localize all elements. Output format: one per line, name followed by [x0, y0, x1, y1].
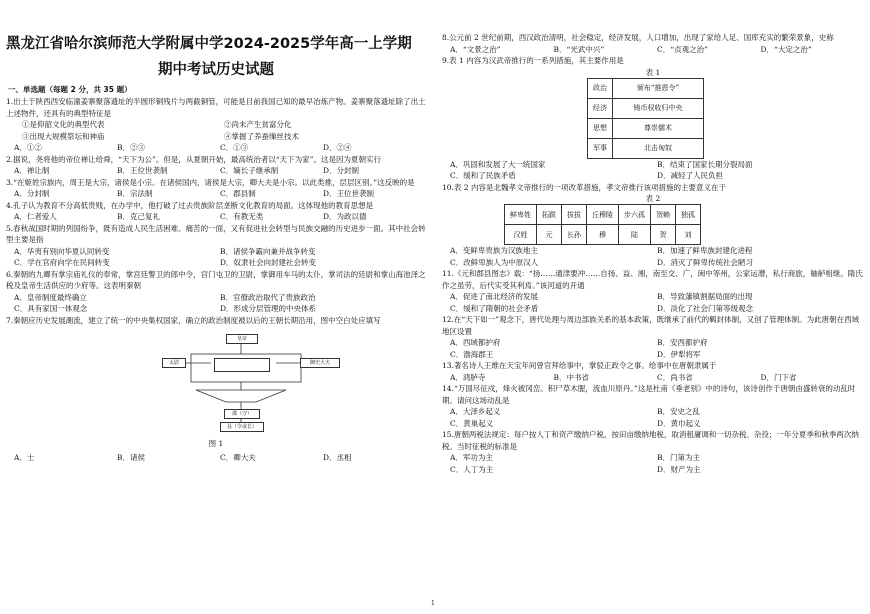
option-c: C．有教无类 [220, 212, 264, 221]
left-column [6, 0, 426, 464]
question-13-stem: 13.著名诗人王维在天宝年间曾官拜给事中，掌驳正政令之事。给事中在唐朝隶属于 [442, 361, 717, 370]
option-d: D．淡化了社会门第等级观念 [657, 303, 754, 313]
option-a: A．士 [14, 453, 35, 462]
option-a: A．“文景之治” [450, 44, 501, 54]
question-6-stem: 6.秦朝的九卿有掌宗庙礼仪的奉常，掌宫廷警卫的郎中令，宫门屯卫的卫尉，掌御用车马的太仆，掌司法的廷尉和掌山海池泽之税及皇帝生活供应的少府等。这表明秦朝 [6, 269, 426, 290]
blank-box [214, 358, 270, 372]
table-cell: 丘穆陵 [587, 205, 619, 225]
question-6-options [14, 292, 426, 315]
question-12-options [450, 337, 864, 360]
table-cell: 长孙 [562, 225, 587, 245]
question-15-options [450, 452, 864, 475]
question-14-stem: 14.“万国尽征戍，烽火被冈峦。积尸草木腥，流血川原丹。”这是杜甫《垂老别》中的诗句，该诗创作于唐朝由盛转衰的动乱时期。请问这场动乱是 [442, 384, 856, 405]
question-1-stem: 1.出土于陕西西安临潼姜寨聚落遗址的半圆形铜残片与两截铜管，可能是目前我国已知的最早冶炼产物。姜寨聚落遗址除了出土上述物件，还具有的典型特征是 [6, 97, 426, 118]
option-d: D．奴隶社会向封建社会转变 [220, 258, 317, 267]
question-5-stem: 5.春秋战国时期的列国纷争，既有造成人民生活困难、痛苦的一面，又有促进社会转型与民族交融的历史进步一面。其中社会转型主要是指 [6, 223, 426, 244]
option-b: B．结束了国家长期分裂局面 [657, 159, 753, 169]
figure-connectors [6, 330, 426, 440]
table-1-caption: 表 1 [645, 67, 661, 77]
table-row [505, 225, 701, 245]
question-10-stem: 10.表 2 内容是北魏孝文帝推行的一项改革措施，孝文帝推行该项措施的主要意义在于 [442, 182, 726, 192]
table-cell: 贺 [651, 225, 676, 245]
table-1 [587, 78, 704, 159]
option-d: D．黄巾起义 [657, 418, 701, 428]
table-cell: 北击匈奴 [613, 138, 704, 158]
table-cell: 思想 [588, 118, 613, 138]
option-c: C．具有家国一体观念 [14, 304, 88, 313]
option-c: C．人丁为主 [450, 464, 494, 474]
question-1-options [14, 142, 426, 154]
option-c: C．改鲜卑族人为中原汉人 [450, 257, 539, 267]
table-cell: 尊崇儒术 [613, 118, 704, 138]
option-b: B．安西都护府 [657, 338, 708, 347]
option-c: C．缓和了民族矛盾 [450, 171, 516, 180]
option-b: B．诸侯争霸向兼并战争转变 [220, 246, 316, 256]
option-a: A．鸿胪寺 [450, 372, 486, 382]
option-d: D．减轻了人民负担 [657, 171, 724, 180]
yushi-box: 御史大夫 [300, 358, 340, 368]
table-cell: 拔拔 [562, 205, 587, 225]
statement: ④掌握了养蚕缫丝技术 [224, 131, 299, 141]
option-c: C．①③ [220, 143, 249, 152]
option-a: A．巩固和发展了大一统国家 [450, 159, 546, 169]
option-b: B．宗法制 [117, 189, 153, 198]
question-7-options [14, 452, 426, 464]
emperor-box: 皇帝 [226, 334, 258, 344]
table-cell: 鲜卑姓 [505, 205, 537, 225]
table-cell: 独孤 [676, 205, 701, 225]
question-7-stem: 7.秦朝应历史发展潮流，建立了统一的中央集权国家，确立的政治制度被以后的王朝长期沿用，图中空白处应填写 [6, 315, 381, 325]
option-b: B．安史之乱 [657, 407, 701, 416]
table-cell: 陆 [619, 225, 651, 245]
table-row [588, 118, 704, 138]
option-c: C．卿大夫 [220, 453, 256, 462]
option-a: A．①② [14, 143, 42, 152]
option-c: C．“贞观之治” [657, 44, 708, 54]
question-1-statements [22, 119, 426, 142]
option-d: D．为政以德 [323, 212, 367, 221]
option-b: B．诸侯 [117, 453, 146, 462]
question-2-stem: 2.据说，尧将他的帝位禅让给舜，“天下为公”。但是，从夏朝开始，最高统治者以“天下为家”。这是因为夏朝实行 [6, 154, 381, 164]
exam-title-line1: 黑龙江省哈尔滨师范大学附属中学2024-2025学年高一上学期 [6, 36, 412, 52]
option-b: B．官僚政治取代了贵族政治 [220, 292, 316, 302]
option-d: D．王位世袭制 [323, 189, 375, 198]
table-cell: 汉姓 [505, 225, 537, 245]
question-4-options [14, 211, 426, 223]
option-d: D．门下省 [760, 372, 797, 382]
question-3-stem: 3.“在姬姓宗族内，周王是大宗，诸侯是小宗。在诸侯国内，诸侯是大宗，卿大夫是小宗。以此类推，层层区别。”这反映的是 [6, 177, 415, 187]
table-cell: 元 [537, 225, 562, 245]
option-a: A．华夷有别向华夏认同转变 [14, 246, 110, 256]
option-d: D．分封制 [323, 166, 360, 175]
option-c: C．渤海郡王 [450, 349, 494, 359]
question-15-stem: 15.唐朝两税法规定：每户按人丁和资产缴纳户税，按田亩缴纳地税，取消租庸调和一切杂税、杂役；一年分夏季和秋季两次纳税。当时征税的标准是 [442, 430, 859, 451]
figure-caption: 图 1 [208, 439, 224, 448]
table-cell: 穆 [587, 225, 619, 245]
commandery-box: 郡（守） [224, 409, 260, 419]
option-b: B．王位世袭制 [117, 166, 168, 175]
table-cell: 政治 [588, 78, 613, 98]
table-cell: 经济 [588, 98, 613, 118]
option-c: C．缓和了隋朝的社会矛盾 [450, 303, 539, 313]
table-2 [504, 204, 701, 245]
option-c: C．学在官府向学在民间转变 [14, 258, 110, 267]
question-8-options [450, 44, 864, 56]
option-c: C．郡县制 [220, 189, 256, 198]
table-cell: 颁布“推恩令” [613, 78, 704, 98]
table-cell: 步六孤 [619, 205, 651, 225]
question-5-options [14, 246, 426, 269]
option-d: D．“大定之治” [760, 44, 812, 54]
option-b: B．加速了鲜卑族封建化进程 [657, 246, 753, 255]
table-row [588, 78, 704, 98]
option-b: B．中书省 [553, 372, 590, 382]
option-b: B．导致藩镇割据局面的出现 [657, 292, 753, 301]
taiwei-box: 太尉 [162, 358, 186, 368]
option-d: D．消灭了鲜卑传统社会陋习 [657, 257, 754, 267]
option-a: A．军功为主 [450, 453, 493, 462]
option-a: A．变鲜卑贵族为汉族地主 [450, 246, 538, 255]
option-d: D．丞相 [323, 453, 352, 462]
question-4-stem: 4.孔子认为教育不分高低贵贱，在办学中，他打破了过去贵族阶层垄断文化教育的局面。这体现他的教育思想是 [6, 200, 374, 210]
option-c: C．尚书省 [657, 372, 693, 382]
table-cell: 拓跋 [537, 205, 562, 225]
option-b: B．克己复礼 [117, 212, 161, 221]
option-a: A．禅让制 [14, 166, 50, 175]
right-column [442, 32, 864, 475]
option-a: A．皇帝制度最终确立 [14, 292, 87, 302]
option-a: A．仁者爱人 [14, 212, 57, 221]
table-row [588, 98, 704, 118]
table-2-caption: 表 2 [645, 194, 661, 203]
question-2-options [14, 165, 426, 177]
table-cell: 铸币权收归中央 [613, 98, 704, 118]
option-c: C．嫡长子继承制 [220, 166, 279, 175]
option-d: D．伊犁将军 [657, 349, 701, 359]
option-d: D．财产为主 [657, 464, 701, 474]
question-10-options [450, 245, 864, 268]
statement: ②尚未产生贫富分化 [224, 120, 292, 129]
option-b: B．“光武中兴” [553, 44, 605, 54]
question-14-options [450, 406, 864, 429]
page-number: 1 [431, 600, 435, 607]
table-row [505, 205, 701, 225]
question-8-stem: 8.公元前 2 世纪前期，西汉政治清明，社会稳定，经济发展，人口增加，出现了家给人足、国库充实的繁荣景象，史称 [442, 33, 834, 42]
option-a: A．分封制 [14, 189, 50, 198]
option-b: B．②③ [117, 143, 146, 152]
table-cell: 贺赖 [651, 205, 676, 225]
county-box: 县（令或长） [220, 422, 264, 432]
question-11-options [450, 291, 864, 314]
question-13-options [450, 372, 864, 384]
option-a: A．促进了南北经济的发展 [450, 292, 538, 301]
government-structure-figure [6, 330, 426, 452]
question-3-options [14, 188, 426, 200]
question-11-stem: 11.《元和郡县图志》载：“扬……通津要冲……自扬、益、湘，南至交、广，闽中等州，公家运漕，私行商旅，舳舻相继。隋氏作之虽劳，后代实受其利焉。”该河道的开通 [442, 269, 863, 290]
option-a: A．西域都护府 [450, 338, 501, 347]
question-9-options [450, 159, 864, 182]
option-d: D．形成分层管理的中央体系 [220, 304, 317, 313]
option-c: C．黄巢起义 [450, 418, 494, 428]
table-cell: 军事 [588, 138, 613, 158]
question-12-stem: 12.在“天下如一”观念下，唐代处理与周边部族关系的基本政策，既继承了前代的羁封体制，又创了管理体制。为此唐朝在西域地区设置 [442, 315, 860, 336]
statement: ③出现大规模祭坛和神庙 [22, 131, 105, 141]
option-b: B．门第为主 [657, 453, 701, 462]
option-a: A．大泽乡起义 [450, 407, 501, 416]
table-cell: 刘 [676, 225, 701, 245]
table-row [588, 138, 704, 158]
question-9-stem: 9.表 1 内容为汉武帝推行的一系列措施，其主要作用是 [442, 56, 624, 65]
option-d: D．②④ [323, 143, 352, 152]
section-heading: 一、单选题（每题 2 分，共 35 题） [8, 85, 132, 94]
exam-title-line2: 期中考试历史试题 [158, 62, 274, 78]
statement: ①是仰韶文化的典型代表 [22, 120, 105, 129]
